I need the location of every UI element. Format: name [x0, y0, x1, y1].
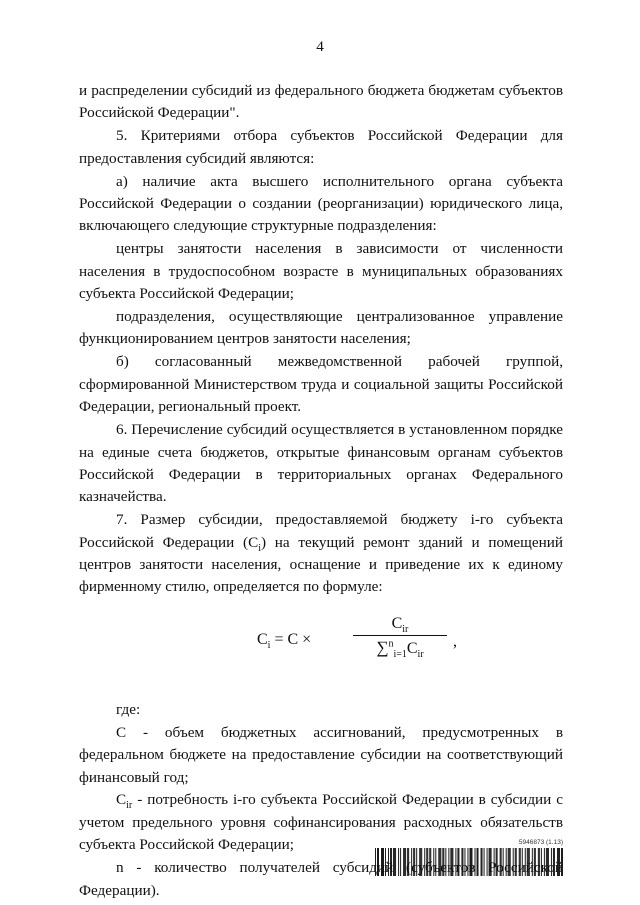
- barcode-bar: [419, 848, 420, 876]
- barcode-bar: [520, 848, 521, 876]
- sum-sign: ∑: [376, 637, 389, 657]
- barcode-bar: [477, 848, 478, 876]
- paragraph-transfer: 6. Перечисление субсидий осуществляется в установленном порядке на единые счета бюджетов, открытые финансовым органам субъектов Российской Федерации в территориальных органах Федерального казначейства.: [79, 421, 563, 506]
- barcode-bar: [544, 848, 545, 876]
- definition-c: C - объем бюджетных ассигнований, предусмотренных в федеральном бюджете на предоставление субсидии на соответствующий финансовый год;: [79, 723, 563, 786]
- barcode-bar: [426, 848, 427, 876]
- barcode-bar: [557, 848, 558, 876]
- barcode-bar: [395, 848, 396, 876]
- barcode-bar: [381, 848, 382, 876]
- barcode-bar: [515, 848, 516, 876]
- barcode-image: [375, 848, 563, 876]
- barcode-bar: [497, 848, 498, 876]
- barcode-bar: [496, 848, 497, 876]
- barcode-bar: [414, 848, 415, 876]
- barcode-bar: [494, 848, 495, 876]
- numerator-symbol: C: [391, 614, 403, 632]
- paragraph-subsidy-size: [79, 509, 563, 599]
- barcode-bar: [562, 848, 563, 876]
- barcode-bar: [378, 848, 379, 876]
- sum-lower-limit: i=1: [393, 649, 407, 661]
- barcode-bar: [481, 848, 482, 876]
- barcode-bar: [400, 848, 401, 876]
- barcode-bar: [482, 848, 483, 876]
- barcode-bar: [490, 848, 491, 876]
- subsidy-size-text-a: 7. Размер субсидии, предоставляемой бюджету i-го субъекта Российской Федерации (C: [79, 511, 563, 551]
- barcode-bar: [541, 848, 542, 876]
- barcode-bar: [513, 848, 514, 876]
- barcode-bar: [467, 848, 468, 876]
- barcode-bar: [377, 848, 378, 876]
- page-number: 4: [316, 38, 324, 55]
- barcode-bar: [408, 848, 409, 876]
- barcode-bar: [470, 848, 471, 876]
- barcode-bar: [391, 848, 392, 876]
- barcode-bar: [407, 848, 408, 876]
- barcode-bar: [484, 848, 485, 876]
- barcode-bar: [548, 848, 549, 876]
- barcode-bar: [439, 848, 440, 876]
- barcode-bar: [388, 848, 389, 876]
- barcode-bar: [445, 848, 446, 876]
- sum-upper-limit: n: [388, 638, 394, 650]
- barcode-bar: [455, 848, 456, 876]
- barcode-bar: [438, 848, 439, 876]
- barcode-bar: [442, 848, 443, 876]
- formula-denominator: [351, 636, 449, 660]
- barcode-bar: [411, 848, 412, 876]
- document-body: [79, 80, 563, 903]
- cir-sub: ir: [126, 800, 133, 812]
- paragraph-continuation: и распределении субсидий из федерального бюджета бюджетам субъектов Российской Федерации".: [79, 82, 563, 122]
- formula-equals: = C ×: [270, 630, 312, 648]
- barcode-bar: [489, 848, 490, 876]
- barcode-label: 5946873 (1.13): [518, 839, 563, 846]
- barcode-bar: [451, 848, 452, 876]
- numerator-sub: ir: [402, 624, 409, 636]
- paragraph-employment-centers: центры занятости населения в зависимости от численности населения в трудоспособном возрасте в муниципальных образованиях субъекта Российской Федерации;: [79, 240, 563, 303]
- barcode-bar: [510, 848, 511, 876]
- barcode-bar: [539, 848, 540, 876]
- barcode-bar: [413, 848, 414, 876]
- barcode-bar: [534, 848, 535, 876]
- barcode-bar: [464, 848, 465, 876]
- formula-lhs: [257, 629, 311, 651]
- subsidy-formula: [79, 607, 563, 677]
- barcode-bar: [561, 848, 562, 876]
- barcode-bar: [558, 848, 559, 876]
- barcode-bar: [405, 848, 406, 876]
- paragraph-where: где:: [116, 700, 141, 718]
- subsidy-size-text-b: ) на текущий ремонт зданий и помещений центров занятости населения, оснащение и приведение их к единому фирменному стилю, определяется по формуле:: [79, 533, 563, 596]
- barcode-bar: [506, 848, 507, 876]
- barcode-bar: [404, 848, 405, 876]
- barcode-bar: [471, 848, 472, 876]
- barcode-bar: [427, 848, 428, 876]
- paragraph-management-units: подразделения, осуществляющие централизованное управление функционированием центров занятости населения;: [79, 308, 563, 348]
- barcode-bar: [458, 848, 459, 876]
- barcode-bar: [553, 848, 554, 876]
- barcode-bar: [457, 848, 458, 876]
- barcode-bar: [501, 848, 502, 876]
- barcode-bar: [487, 848, 488, 876]
- barcode-bar: [508, 848, 509, 876]
- formula-lhs-sub: i: [267, 640, 271, 652]
- barcode-bar: [385, 848, 386, 876]
- subsidy-size-sub: i: [258, 542, 261, 554]
- barcode-bar: [532, 848, 533, 876]
- barcode-bar: [462, 848, 463, 876]
- barcode-bar: [382, 848, 383, 876]
- barcode-bar: [403, 848, 404, 876]
- barcode-bar: [525, 848, 526, 876]
- document-barcode: [375, 839, 563, 883]
- barcode-bar: [554, 848, 555, 876]
- barcode-bar: [375, 848, 376, 876]
- formula-fraction: [351, 613, 449, 660]
- barcode-bar: [528, 848, 529, 876]
- barcode-bar: [535, 848, 536, 876]
- barcode-bar: [393, 848, 394, 876]
- denominator-sub: ir: [417, 649, 424, 661]
- cir-text: - потребность i-го субъекта Российской Федерации в субсидии с учетом предельного уровня софинансирования расходных обязательств субъекта Российской Федерации;: [79, 791, 563, 854]
- paragraph-item-a: а) наличие акта высшего исполнительного органа субъекта Российской Федерации о создании (реорганизации) юридического лица, включающего следующие структурные подразделения:: [79, 172, 563, 235]
- barcode-bar: [551, 848, 552, 876]
- cir-symbol: C: [116, 791, 127, 809]
- barcode-bar: [527, 848, 528, 876]
- barcode-bar: [424, 848, 425, 876]
- barcode-bar: [390, 848, 391, 876]
- denominator-symbol: C: [406, 639, 418, 657]
- barcode-bar: [383, 848, 384, 876]
- barcode-bar: [443, 848, 444, 876]
- definition-n: n - количество получателей субсидий (субъектов Российской Федерации).: [79, 859, 563, 899]
- barcode-bar: [448, 848, 449, 876]
- barcode-bar: [450, 848, 451, 876]
- paragraph-item-b: б) согласованный межведомственной рабочей группой, сформированной Министерством труда и социальной защиты Российской Федерации, региональный проект.: [79, 353, 563, 416]
- barcode-bar: [472, 848, 473, 876]
- barcode-bar: [500, 848, 501, 876]
- barcode-bar: [516, 848, 517, 876]
- barcode-bar: [433, 848, 434, 876]
- barcode-bar: [546, 848, 547, 876]
- barcode-bar: [522, 848, 523, 876]
- barcode-bar: [519, 848, 520, 876]
- barcode-bar: [430, 848, 431, 876]
- formula-numerator: [351, 613, 449, 635]
- formula-comma: ,: [453, 632, 457, 650]
- barcode-bar: [509, 848, 510, 876]
- paragraph-criteria: 5. Критериями отбора субъектов Российской Федерации для предоставления субсидий являются:: [79, 127, 563, 167]
- barcode-bar: [461, 848, 462, 876]
- barcode-bar: [429, 848, 430, 876]
- barcode-bar: [452, 848, 453, 876]
- formula-lhs-symbol: C: [257, 630, 268, 648]
- barcode-bar: [416, 848, 417, 876]
- barcode-bar: [435, 848, 436, 876]
- barcode-bar: [547, 848, 548, 876]
- barcode-bar: [421, 848, 422, 876]
- barcode-bar: [394, 848, 395, 876]
- barcode-bar: [529, 848, 530, 876]
- barcode-bar: [475, 848, 476, 876]
- barcode-bar: [491, 848, 492, 876]
- barcode-bar: [478, 848, 479, 876]
- barcode-bar: [420, 848, 421, 876]
- barcode-bar: [440, 848, 441, 876]
- barcode-bar: [538, 848, 539, 876]
- barcode-bar: [503, 848, 504, 876]
- barcode-bar: [559, 848, 560, 876]
- barcode-bar: [398, 848, 399, 876]
